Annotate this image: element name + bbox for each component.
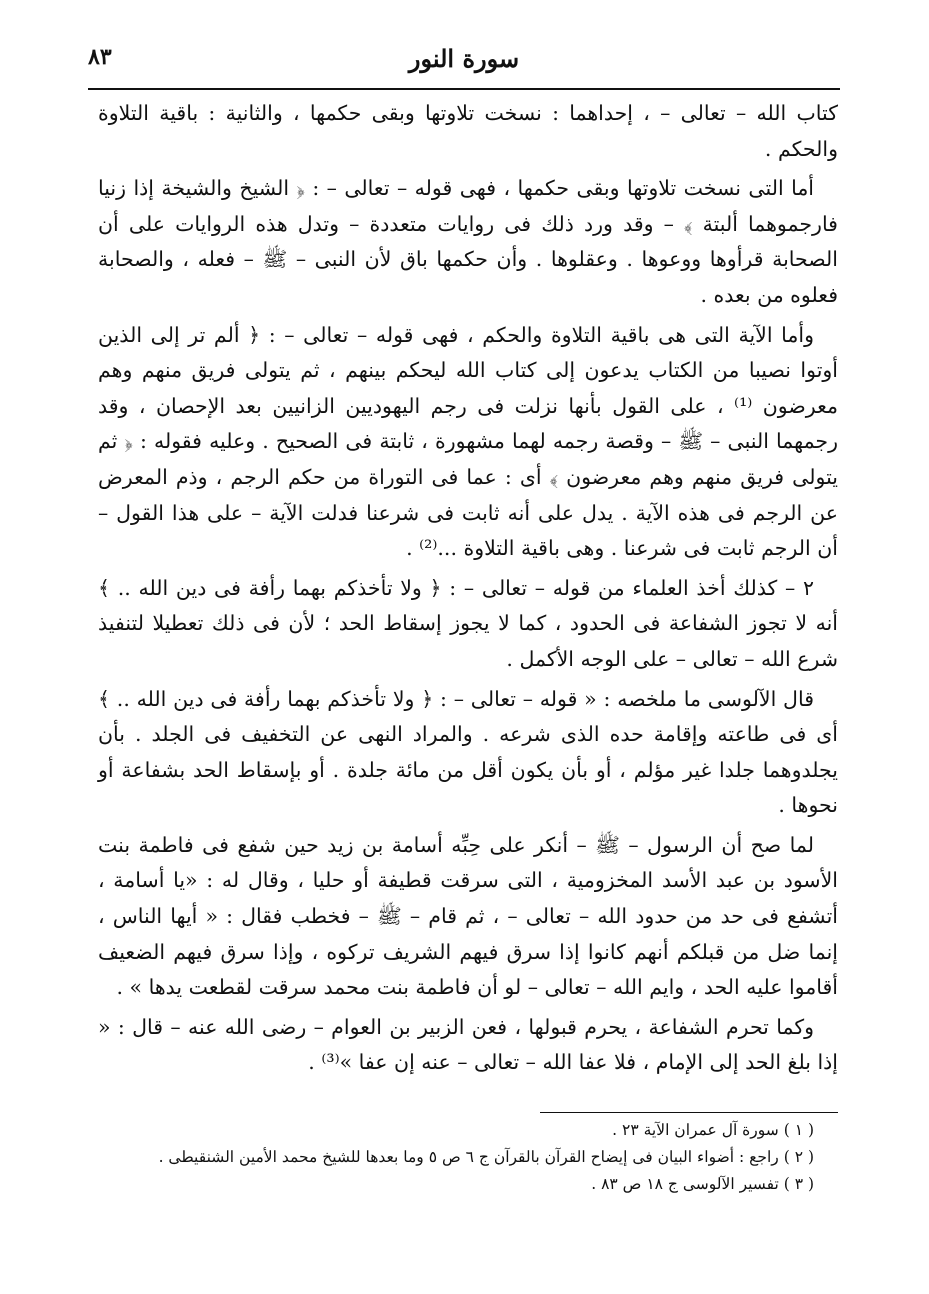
paragraph-intercession: وكما تحرم الشفاعة ، يحرم قبولها ، فعن الزبير بن العوام – رضى الله عنه – قال : « إذا بلغ الحد إلى الإمام ، فلا عفا الله – تعالى – عنه إن عفا »⁽³⁾ . bbox=[98, 1014, 838, 1075]
footnotes bbox=[98, 1117, 814, 1198]
paragraph-remaining-verse: وأما الآية التى هى باقية التلاوة والحكم ، فهى قوله – تعالى – : ﴿ ألم تر إلى الذين أوتوا نصيبا من الكتاب يدعون إلى كتاب الله ليحكم بينهم ، ثم يتولى فريق منهم وهم معرضون ⁽¹⁾ ، على القول بأنها نزلت فى رجم اليهوديين الزانيين بعد الإحصان ، وقد رجمهما النبى – ﷺ – وقصة رجمه لهما مشهورة ، ثابتة فى الصحيح . وعليه فقوله : ﴿ ثم يتولى فريق منهم وهم معرضون ﴾ أى : عما فى التوراة من حكم الرجم ، وذم المعرض عن الرجم فى هذه الآية . يدل على أنه ثابت فى شرعنا فدلت الآية – على هذا القول – أن الرجم ثابت فى شرعنا . وهى باقية التلاوة ...⁽²⁾ . bbox=[98, 322, 838, 561]
page-header bbox=[88, 38, 840, 86]
paragraph-hadith-usama: لما صح أن الرسول – ﷺ – أنكر على حِبِّه أسامة بن زيد حين شفع فى فاطمة بنت الأسود بن عبد الأسد المخزومية ، التى سرقت قطيفة أو حليا ، وقال له : «يا أسامة ، أتشفع فى حد من حدود الله – تعالى – ، ثم قام – ﷺ – فخطب فقال : « أيها الناس ، إنما ضل من قبلكم أنهم كانوا إذا سرق فيهم الشريف تركوه ، وإذا سرق فيهم الضعيف أقاموا عليه الحد ، وايم الله – تعالى – لو أن فاطمة بنت محمد سرقت لقطعت يدها » . bbox=[98, 832, 838, 1000]
page-number: ٨٣ bbox=[88, 44, 112, 70]
surah-title: سورة النور bbox=[408, 44, 520, 73]
footnote-1: ( ١ ) سورة آل عمران الآية ٢٣ . bbox=[612, 1121, 814, 1139]
footnote-3: ( ٣ ) تفسير الآلوسى ج ١٨ ص ٨٣ . bbox=[591, 1175, 814, 1193]
paragraph-alusi-quote: قال الآلوسى ما ملخصه : « قوله – تعالى – : ﴿ ولا تأخذكم بهما رأفة فى دين الله .. ﴾ أى فى طاعته وإقامة حده الذى شرعه . والمراد النهى عن التخفيف فى الجلد . بأن يجلدوهما جلدا غير مؤلم ، أو بأن يكون أقل من مائة جلدة . أو بإسقاط الحد بشفاعة أو نحوها . bbox=[98, 686, 838, 818]
paragraph-abrogated-verse: أما التى نسخت تلاوتها وبقى حكمها ، فهى قوله – تعالى – : ﴿ الشيخ والشيخة إذا زنيا فارجموهما ألبتة ﴾ – وقد ورد ذلك فى روايات متعددة – وتدل هذه الروايات على أن الصحابة قرأوها ووعوها . وعقلوها . وأن حكمها باق لأن النبى – ﷺ – فعله ، والصحابة فعلوه من بعده . bbox=[98, 176, 838, 307]
paragraph-point-two: ٢ – كذلك أخذ العلماء من قوله – تعالى – : ﴿ ولا تأخذكم بهما رأفة فى دين الله .. ﴾ أنه لا تجوز الشفاعة فى الحدود ، كما لا يجوز إسقاط الحد ؛ لأن فى ذلك تعطيلا لتنفيذ شرع الله – تعالى – على الوجه الأكمل . bbox=[98, 575, 838, 671]
main-text bbox=[98, 96, 838, 1085]
paragraph-intro: كتاب الله – تعالى – ، إحداهما : نسخت تلاوتها وبقى حكمها ، والثانية : باقية التلاوة والحكم . bbox=[98, 101, 838, 161]
footnote-divider bbox=[540, 1112, 838, 1113]
footnote-2: ( ٢ ) راجع : أضواء البيان فى إيضاح القرآن بالقرآن ج ٦ ص ٥ وما بعدها للشيخ محمد الأمين الشنقيطى . bbox=[158, 1148, 814, 1166]
header-divider bbox=[88, 88, 840, 90]
